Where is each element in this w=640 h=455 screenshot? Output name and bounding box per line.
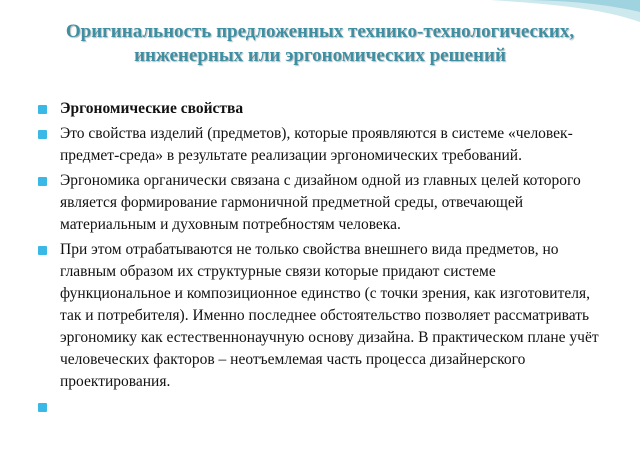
- bullet-icon: [38, 105, 47, 114]
- bullet-text: Эргономические свойства: [60, 100, 244, 117]
- bullet-icon: [38, 177, 47, 186]
- list-item: [38, 98, 610, 120]
- bullet-text: Это свойства изделий (предметов), которые проявляются в системе «человек-предмет-среда» в результате реализации эргономических требований.: [60, 125, 573, 164]
- list-item: [38, 239, 610, 393]
- bullet-text: Эргономика органически связана с дизайном одной из главных целей которого является формирование гармоничной предметной среды, отвечающей материальным и духовным потребностям человека.: [60, 172, 581, 233]
- bullet-icon: [38, 246, 47, 255]
- bullet-icon: [38, 403, 47, 412]
- list-item: [38, 170, 610, 236]
- slide-title: Оригинальность предложенных технико-технологических, инженерных или эргономических решений: [65, 21, 575, 66]
- list-item: [38, 123, 610, 167]
- bullet-icon: [38, 130, 47, 139]
- bullet-text: При этом отрабатываются не только свойства внешнего вида предметов, но главным образом их структурные связи которые придают системе функциональное и композиционное единство (с точки зрения, как изготовителя, так и потребителя). Именно последнее обстоятельство позволяет рассматривать эргономику как естественнонаучную основу дизайна. В практическом плане учёт человеческих факторов – неотъемлемая часть процесса дизайнерского проектирования.: [60, 241, 599, 390]
- bullet-list: [38, 98, 610, 421]
- list-item-empty: [38, 396, 610, 418]
